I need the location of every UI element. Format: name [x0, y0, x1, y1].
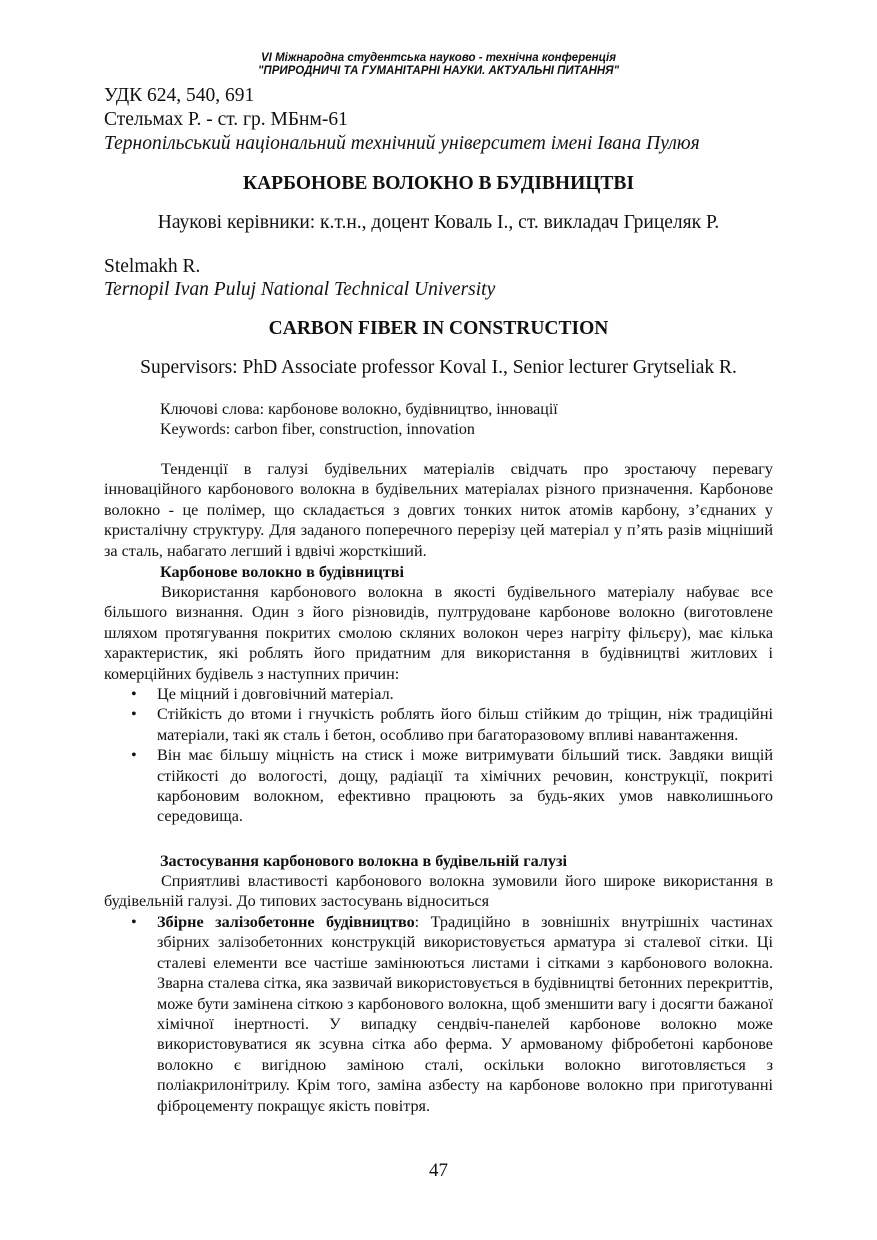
list-item: • Це міцний і довговічний матеріал.	[131, 685, 394, 703]
bullet-icon: •	[131, 685, 137, 703]
list-item: • Стійкість до втоми і гнучкість роблять його більш стійким до тріщин, ніж традиційні матеріали, такі як сталь і бетон, особливо при багаторазовому впливі навантаження.	[131, 705, 773, 744]
udk-code: УДК 624, 540, 691	[104, 85, 255, 106]
author-en: Stelmakh R.	[104, 256, 201, 277]
section-heading-1: Карбонове волокно в будівництві	[160, 563, 405, 581]
section2-text: Сприятливі властивості карбонового волокна зумовили його широке використання в будівельній галузі. До типових застосувань відноситься	[104, 872, 773, 911]
conference-header-line1: VI Міжнародна студентська науково - технічна конференція	[261, 52, 616, 64]
author-ua: Стельмах Р. - ст. гр. МБнм-61	[104, 109, 348, 130]
application-term: Збірне залізобетонне будівництво	[157, 913, 415, 931]
advantages-list	[104, 684, 773, 827]
list-item	[104, 912, 773, 1116]
intro-paragraph	[104, 459, 773, 561]
title-ua: КАРБОНОВЕ ВОЛОКНО В БУДІВНИЦТВІ	[242, 173, 635, 194]
title-en: CARBON FIBER IN CONSTRUCTION	[268, 318, 609, 339]
bullet-icon: •	[131, 746, 137, 765]
bullet-icon: •	[131, 913, 137, 931]
section2-paragraph	[104, 871, 773, 912]
supervisors-ua: Наукові керівники: к.т.н., доцент Коваль І., ст. викладач Грицеляк Р.	[157, 212, 720, 233]
section1-paragraph	[104, 582, 773, 684]
section1-text: Використання карбонового волокна в якості будівельного матеріалу набуває все більшого визнання. Один з його різновидів, пултрудоване карбонове волокно (виготовлене шляхом протягування покритих смолою скляних волокон через нагріту фільєру), має кілька характеристик, які роблять його придатним для використання в будівництві житлових і комерційних будівель з наступних причин:	[104, 583, 773, 683]
intro-text: Тенденції в галузі будівельних матеріалів свідчать про зростаючу перевагу інноваційного карбонового волокна в будівельних матеріалах різного призначення. Карбонове волокно - це полімер, що складається з довгих тонких ниток атомів карбону, з’єднаних у кристалічну структуру. Для заданого поперечного перерізу цей матеріал у п’ять разів міцніший за сталь, набагато легший і вдвічі жорсткіший.	[104, 460, 773, 560]
list-item: • Він має більшу міцність на стиск і може витримувати більший тиск. Завдяки вищій стійкості до вологості, дощу, радіації та хімічних речовин, конструкції, покриті карбоновим волокном, ефективно працюють за будь-яких умов навколишнього середовища.	[131, 746, 773, 826]
section-heading-2: Застосування карбонового волокна в будівельній галузі	[160, 852, 568, 870]
application-description: : Традиційно в зовнішніх внутрішніх частинах збірних залізобетонних конструкцій використовується арматура зі сталевої сітки. Ці сталеві елементи все частіше замінюються листами і сітками з карбонового волокна. Зварна сталева сітка, яка зазвичай використовується в будівництві бетонних перекриттів, може бути замінена сіткою з карбонового волокна, щоб зменшити вагу і досягти бажаної хімічної інертності. У випадку сендвіч-панелей карбонове волокно може використовуватися як зсувна сітка або ферма. У армованому фібробетоні карбонове волокно є вигідною заміною сталі, оскільки волокно виготовляється з поліакрилонітрилу. Крім того, заміна азбесту на карбонове волокно при приготуванні фіброцементу покращує якість повітря.	[157, 913, 773, 1115]
affiliation-en: Ternopil Ivan Puluj National Technical University	[104, 279, 496, 300]
keywords-en: Keywords: carbon fiber, construction, innovation	[160, 421, 475, 438]
keywords-ua: Ключові слова: карбонове волокно, будівництво, інновації	[160, 401, 558, 418]
supervisors-en: Supervisors: PhD Associate professor Koval I., Senior lecturer Grytseliak R.	[140, 357, 737, 378]
page-number: 47	[429, 1160, 448, 1181]
affiliation-ua: Тернопільський національний технічний університет імені Івана Пулюя	[104, 133, 700, 154]
bullet-icon: •	[131, 705, 137, 724]
conference-header-line2: "ПРИРОДНИЧІ ТА ГУМАНІТАРНІ НАУКИ. АКТУАЛЬНІ ПИТАННЯ"	[257, 65, 620, 77]
applications-list	[104, 912, 773, 1116]
